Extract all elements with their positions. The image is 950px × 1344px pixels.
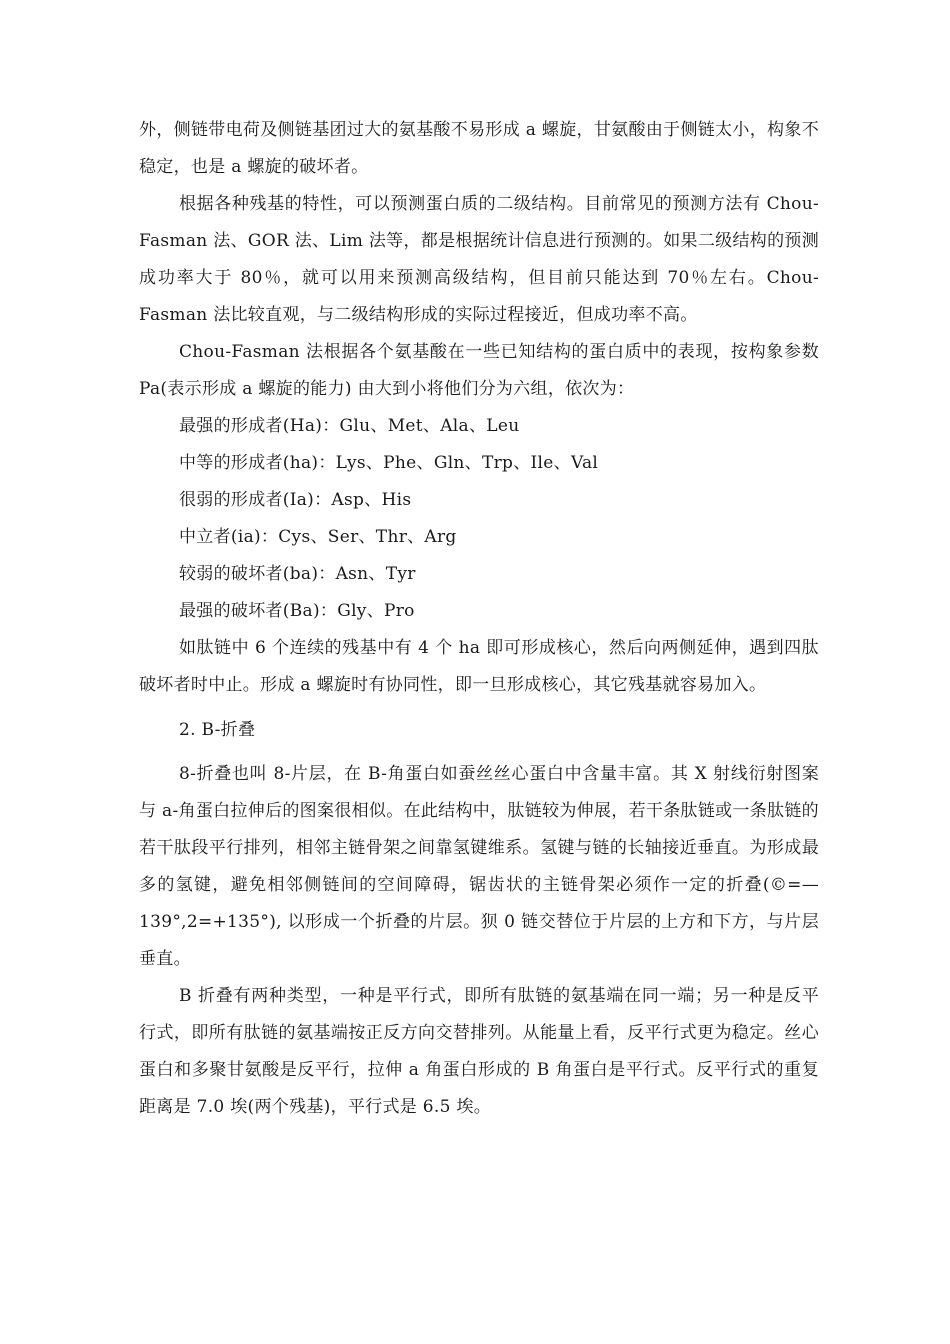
group-weak-breakers: 较弱的破坏者(ba)：Asn、Tyr [179,564,416,584]
section-heading-beta-sheet: 2. B-折叠 [179,720,256,740]
paragraph-chou-fasman-groups: Chou-Fasman 法根据各个氨基酸在一些已知结构的蛋白质中的表现，按构象参数 Pa(表示形成 a 螺旋的能力) 由大到小将他们分为六组，依次为： [139,342,819,399]
paragraph-helix-breakers: 外，侧链带电荷及侧链基团过大的氨基酸不易形成 a 螺旋，甘氨酸由于侧链太小，构象不稳定，也是 a 螺旋的破坏者。 [139,120,819,177]
group-neutral: 中立者(ia)：Cys、Ser、Thr、Arg [179,527,457,547]
group-strong-formers: 最强的形成者(Ha)：Glu、Met、Ala、Leu [179,416,520,436]
group-strong-breakers: 最强的破坏者(Ba)：Gly、Pro [179,601,415,621]
group-medium-formers: 中等的形成者(ha)：Lys、Phe、Gln、Trp、Ile、Val [179,453,599,473]
group-weak-formers: 很弱的形成者(Ia)：Asp、His [179,490,412,510]
paragraph-nucleation: 如肽链中 6 个连续的残基中有 4 个 ha 即可形成核心，然后向两侧延伸，遇到四肽破坏者时中止。形成 a 螺旋时有协同性，即一旦形成核心，其它残基就容易加入。 [139,638,819,695]
paragraph-beta-sheet-types: B 折叠有两种类型，一种是平行式，即所有肽链的氨基端在同一端；另一种是反平行式，即所有肽链的氨基端按正反方向交替排列。从能量上看，反平行式更为稳定。丝心蛋白和多聚甘氨酸是反平行，拉伸 a 角蛋白形成的 B 角蛋白是平行式。反平行式的重复距离是 7.0 埃(两个残基)，平行式是 6.5 埃。 [139,986,819,1117]
paragraph-beta-sheet-structure: 8-折叠也叫 8-片层，在 B-角蛋白如蚕丝丝心蛋白中含量丰富。其 X 射线衍射图案与 a-角蛋白拉伸后的图案很相似。在此结构中，肽链较为伸展，若干条肽链或一条肽链的若干肽段平行排列，相邻主链骨架之间靠氢键维系。氢键与链的长轴接近垂直。为形成最多的氢键，避免相邻侧链间的空间障碍，锯齿状的主链骨架必须作一定的折叠(©=—139°,2=+135°), 以形成一个折叠的片层。狈 0 链交替位于片层的上方和下方，与片层垂直。 [139,764,819,969]
paragraph-prediction-methods: 根据各种残基的特性，可以预测蛋白质的二级结构。目前常见的预测方法有 Chou-Fasman 法、GOR 法、Lim 法等，都是根据统计信息进行预测的。如果二级结构的预测成功率大于 80％，就可以用来预测高级结构，但目前只能达到 70％左右。Chou-Fasman 法比较直观，与二级结构形成的实际过程接近，但成功率不高。 [139,194,819,325]
document-body [139,112,819,1126]
